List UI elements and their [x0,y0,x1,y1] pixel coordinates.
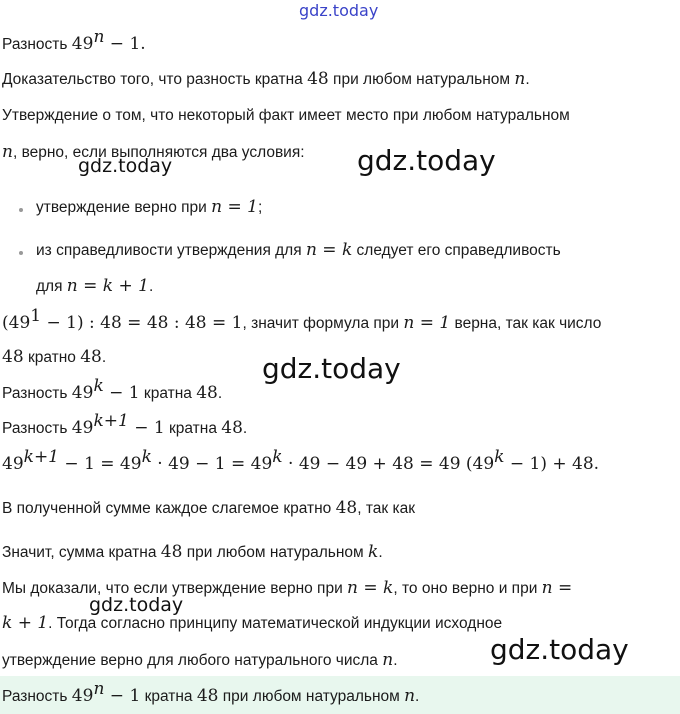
watermark: gdz.today [262,352,401,385]
bullet-dot [19,208,23,212]
text-line-2: Доказательство того, что разность кратна 48 при любом натуральном n. [2,69,530,89]
list-item-2: из справедливости утверждения для n = k следует его справедливость [36,240,561,260]
text-line-3: Утверждение о том, что некоторый факт имеет место при любом натуральном [2,107,570,124]
text-line-10: Разность $49^k - 1$ кратна 48. [2,376,223,403]
text-line-16: k + 1. Тогда согласно принципу математической индукции исходное [2,613,503,633]
text-line-13: В полученной сумме каждое слагемое кратно 48, так как [2,498,416,518]
text-line-4: n, верно, если выполняются два условия: [2,142,305,162]
watermark: gdz.today [357,144,496,177]
conclusion-text: Разность $49^n - 1$ кратна 48 при любом натуральном n. [2,679,420,706]
text-line-8: $(49^1 - 1)$ : 48 = 48 : 48 = 1, значит формула при n = 1 верна, так как число [2,306,602,333]
text-line-15: Мы доказали, что если утверждение верно при n = k, то оно верно и при n = [2,578,573,598]
text-line-14: Значит, сумма кратна 48 при любом натуральном k. [2,542,383,562]
text-line-17: утверждение верно для любого натурального числа n. [2,650,398,670]
watermark: gdz.today [89,594,184,616]
watermark: gdz.today [490,633,629,666]
watermark: gdz.today [78,155,173,177]
list-item-1: утверждение верно при n = 1; [36,197,263,217]
list-item-2-cont: для n = k + 1. [36,276,154,296]
text-line-11: Разность $49^{k+1} - 1$ кратна 48. [2,411,248,438]
watermark: gdz.today [299,1,379,20]
text-line-1: Разность $49^n - 1$. [2,27,146,54]
text-line-9: 48 кратно 48. [2,347,107,367]
equation-line: $49^{k+1} - 1 = 49^k \cdot 49 - 1 = 49^k \cdot 49 - 49 + 48 = 49$ $(49^k - 1) + 48$. [2,447,600,474]
bullet-dot [19,251,23,255]
